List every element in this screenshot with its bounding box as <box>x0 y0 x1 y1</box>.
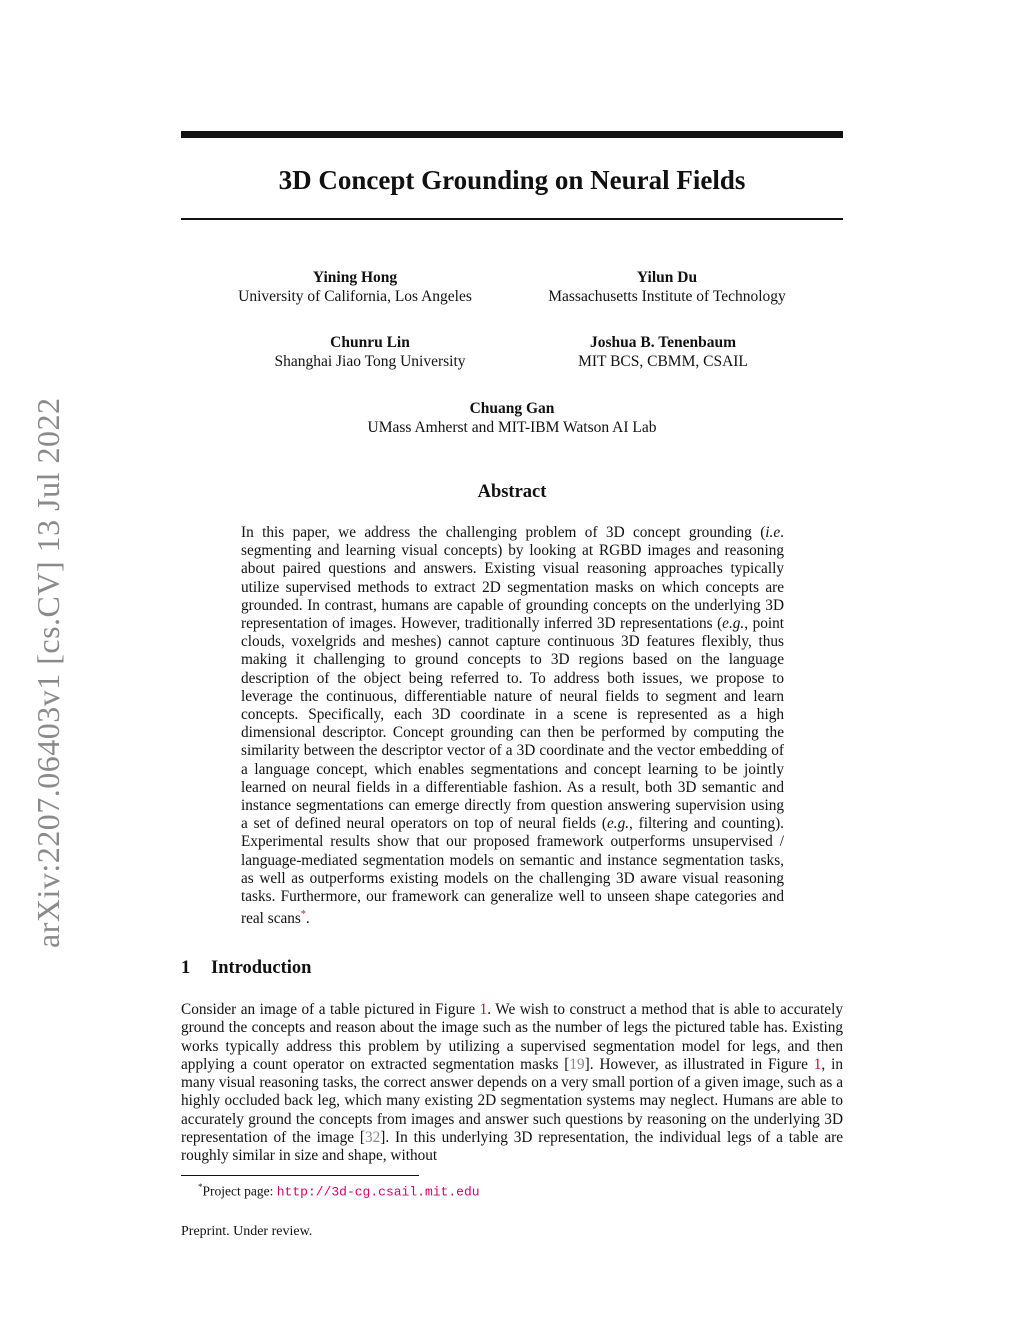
footnote-rule <box>181 1175 419 1176</box>
citation-link[interactable]: 19 <box>569 1055 585 1073</box>
author-affiliation: MIT BCS, CBMM, CSAIL <box>578 353 748 370</box>
footnote-mark: * <box>198 1182 203 1192</box>
author-block <box>517 268 817 306</box>
abstract-heading: Abstract <box>477 482 547 502</box>
figure-ref-link[interactable]: 1 <box>813 1055 822 1073</box>
abstract-text: In this paper, we address the challenging problem of 3D concept grounding (i.e. segmenting and learning visual concepts) by looking at RGBD images and reasoning about paired questions and answers. Existing visual reasoning approaches typically utilize supervised methods to extract 2D segmentation masks on which concepts are grounded. In contrast, humans are capable of grounding concepts on the underlying 3D representation of images. However, traditionally inferred 3D representations (e.g., point clouds, voxelgrids and meshes) cannot capture continuous 3D features flexibly, thus making it challenging to ground concepts to 3D regions based on the language description of the object being referred to. To address both issues, we propose to leverage the continuous, differentiable nature of neural fields to segment and learn concepts. Specifically, each 3D coordinate in a scene is represented as a high dimensional descriptor. Concept grounding can then be performed by computing the similarity between the descriptor vector of a 3D coordinate and the vector embedding of a language concept, which enables segmentations and concept learning to be jointly learned on neural fields in a differentiable fashion. As a result, both 3D semantic and instance segmentations can emerge directly from question answering supervision using a set of defined neural operators on top of neural fields (e.g., filtering and counting). Experimental results show that our proposed framework outperforms unsupervised / language-mediated segmentation models on semantic and instance segmentation tasks, as well as outperforms existing models on the challenging 3D aware visual reasoning tasks. Furthermore, our framework can generalize well to unseen shape categories and real scans*. <box>241 524 785 928</box>
author-block <box>312 399 712 437</box>
author-affiliation: Shanghai Jiao Tong University <box>274 353 466 370</box>
author-block <box>513 333 813 371</box>
footnote-label: Project page: <box>202 1183 277 1199</box>
arxiv-identifier: arXiv:2207.06403v1 [cs.CV] 13 Jul 2022 <box>30 397 66 948</box>
author-affiliation: UMass Amherst and MIT-IBM Watson AI Lab <box>367 419 657 436</box>
author-name: Joshua B. Tenenbaum <box>589 334 737 351</box>
section-title: Introduction <box>211 958 312 978</box>
project-page-link[interactable]: http://3d-cg.csail.mit.edu <box>276 1184 480 1200</box>
title-bottom-rule <box>181 218 843 220</box>
section-number: 1 <box>181 958 191 978</box>
author-name: Chuang Gan <box>469 400 555 417</box>
figure-ref-link[interactable]: 1 <box>479 1001 488 1018</box>
section-heading <box>181 958 311 979</box>
author-name: Yilun Du <box>636 269 698 286</box>
footnote <box>198 1178 480 1202</box>
author-name: Yining Hong <box>312 269 398 286</box>
title-top-rule <box>181 131 843 138</box>
author-name: Chunru Lin <box>330 334 410 351</box>
citation-link[interactable]: 32 <box>364 1129 381 1147</box>
footnote-marker[interactable]: * <box>300 909 306 921</box>
preprint-note: Preprint. Under review. <box>181 1224 313 1239</box>
author-block <box>220 333 520 371</box>
paper-title: 3D Concept Grounding on Neural Fields <box>278 165 746 195</box>
author-block <box>205 268 505 306</box>
author-affiliation: University of California, Los Angeles <box>238 288 472 305</box>
introduction-text: Consider an image of a table pictured in Figure 1. We wish to construct a method that is able to accurately ground the concepts and reason about the image such as the number of legs the pictured table has. Existing works typically address this problem by utilizing a supervised segmentation model for legs, and then applying a count operator on extracted segmentation masks [19]. However, as illustrated in Figure 1, in many visual reasoning tasks, the correct answer depends on a very small portion of a given image, such as a highly occluded back leg, which many existing 2D segmentation systems may neglect. Humans are able to accurately ground the concepts from images and answer such questions by reasoning on the underlying 3D representation of the image [32]. In this underlying 3D representation, the individual legs of a table are roughly similar in size and shape, without <box>181 1001 844 1165</box>
author-affiliation: Massachusetts Institute of Technology <box>548 288 786 305</box>
